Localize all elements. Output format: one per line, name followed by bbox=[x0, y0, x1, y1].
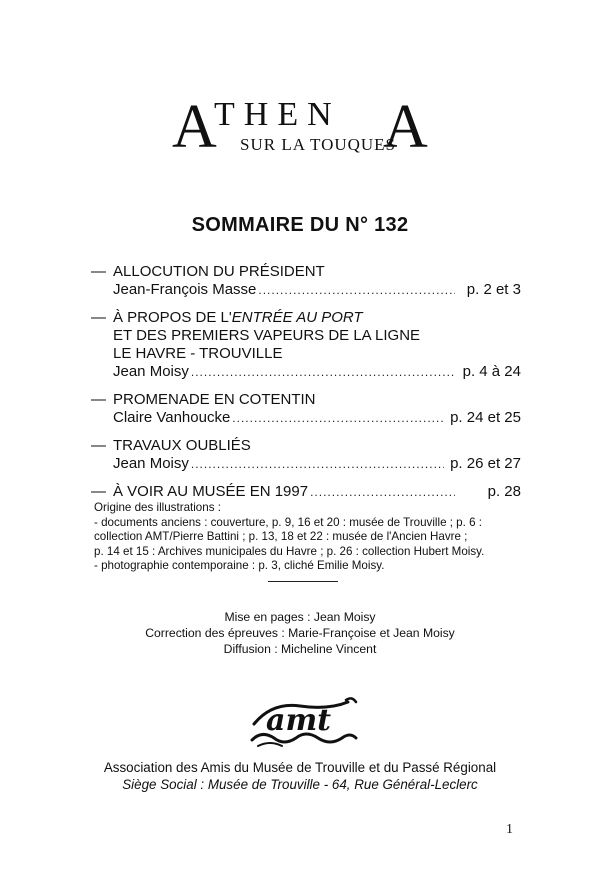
toc-dash: — bbox=[91, 483, 106, 500]
toc-entry bbox=[91, 263, 521, 299]
page-number: 1 bbox=[506, 822, 513, 837]
toc-entry-title-line: ET DES PREMIERS VAPEURS DE LA LIGNE bbox=[113, 327, 421, 344]
toc-dash: — bbox=[91, 437, 106, 454]
toc-dash: — bbox=[91, 391, 106, 408]
divider bbox=[268, 581, 338, 582]
toc-dash: — bbox=[91, 309, 106, 326]
masthead-subtitle: SUR LA TOUQUES bbox=[240, 135, 397, 154]
toc-entry-title: ALLOCUTION DU PRÉSIDENT bbox=[113, 263, 325, 280]
toc-entry bbox=[91, 437, 521, 473]
amt-logo-icon bbox=[248, 694, 360, 754]
toc-entry-author: Jean Moisy bbox=[113, 363, 189, 380]
credits-line: collection AMT/Pierre Battini ; p. 13, 18 et 22 : musée de l'Ancien Havre ; bbox=[94, 530, 468, 544]
association-name: Association des Amis du Musée de Trouville et du Passé Régional bbox=[103, 760, 497, 775]
toc-dash: — bbox=[91, 263, 106, 280]
toc-entry-author: Claire Vanhoucke bbox=[113, 409, 231, 426]
credits-line: p. 14 et 15 : Archives municipales du Havre ; p. 26 : collection Hubert Moisy. bbox=[94, 544, 485, 558]
toc-entry bbox=[91, 391, 521, 427]
masthead-letter-left: A bbox=[172, 93, 217, 161]
summary-title: SOMMAIRE DU N° 132 bbox=[191, 214, 409, 236]
toc-entry-pages: p. 24 et 25 bbox=[450, 409, 521, 426]
masthead-middle: THEN bbox=[214, 96, 341, 133]
toc-entry-title: PROMENADE EN COTENTIN bbox=[113, 391, 316, 408]
toc-entry bbox=[91, 483, 521, 501]
amt-logo-text: amt bbox=[266, 703, 332, 738]
staff-distribution: Diffusion : Micheline Vincent bbox=[223, 642, 377, 656]
association-footer bbox=[0, 759, 600, 793]
toc-entry-author: Jean Moisy bbox=[113, 455, 189, 472]
dot-leader bbox=[191, 363, 455, 381]
credits-line: - documents anciens : couverture, p. 9, 16 et 20 : musée de Trouville ; p. 6 : bbox=[94, 515, 482, 529]
toc-entry-title bbox=[113, 309, 521, 327]
dot-leader bbox=[310, 483, 455, 501]
editorial-staff bbox=[0, 609, 600, 657]
toc-entry-title-prefix: À PROPOS DE L' bbox=[113, 309, 232, 326]
credits-line: - photographie contemporaine : p. 3, cliché Emilie Moisy. bbox=[94, 559, 385, 573]
credits-heading: Origine des illustrations : bbox=[94, 501, 221, 514]
illustration-credits bbox=[94, 501, 524, 574]
toc-entry-author: Jean-François Masse bbox=[113, 281, 257, 298]
masthead bbox=[0, 0, 600, 170]
toc-entry bbox=[91, 309, 521, 381]
dot-leader bbox=[232, 409, 444, 427]
table-of-contents bbox=[91, 263, 521, 511]
toc-entry-pages: p. 2 et 3 bbox=[466, 281, 521, 298]
staff-layout: Mise en pages : Jean Moisy bbox=[224, 610, 376, 624]
toc-entry-pages: p. 4 à 24 bbox=[462, 363, 521, 380]
masthead-letter-right: A bbox=[383, 93, 428, 161]
toc-entry-pages: p. 26 et 27 bbox=[450, 455, 521, 472]
toc-entry-title-italic: ENTRÉE AU PORT bbox=[231, 309, 363, 326]
toc-entry-title: À VOIR AU MUSÉE EN 1997 bbox=[113, 483, 309, 500]
association-address: Siège Social : Musée de Trouville - 64, Rue Général-Leclerc bbox=[122, 777, 478, 792]
dot-leader bbox=[258, 281, 455, 299]
staff-proofreading: Correction des épreuves : Marie-Françoise et Jean Moisy bbox=[145, 626, 455, 640]
dot-leader bbox=[191, 455, 444, 473]
toc-entry-pages: p. 28 bbox=[487, 483, 521, 500]
toc-entry-title: TRAVAUX OUBLIÉS bbox=[113, 437, 251, 454]
toc-entry-title-line: LE HAVRE - TROUVILLE bbox=[113, 345, 283, 362]
